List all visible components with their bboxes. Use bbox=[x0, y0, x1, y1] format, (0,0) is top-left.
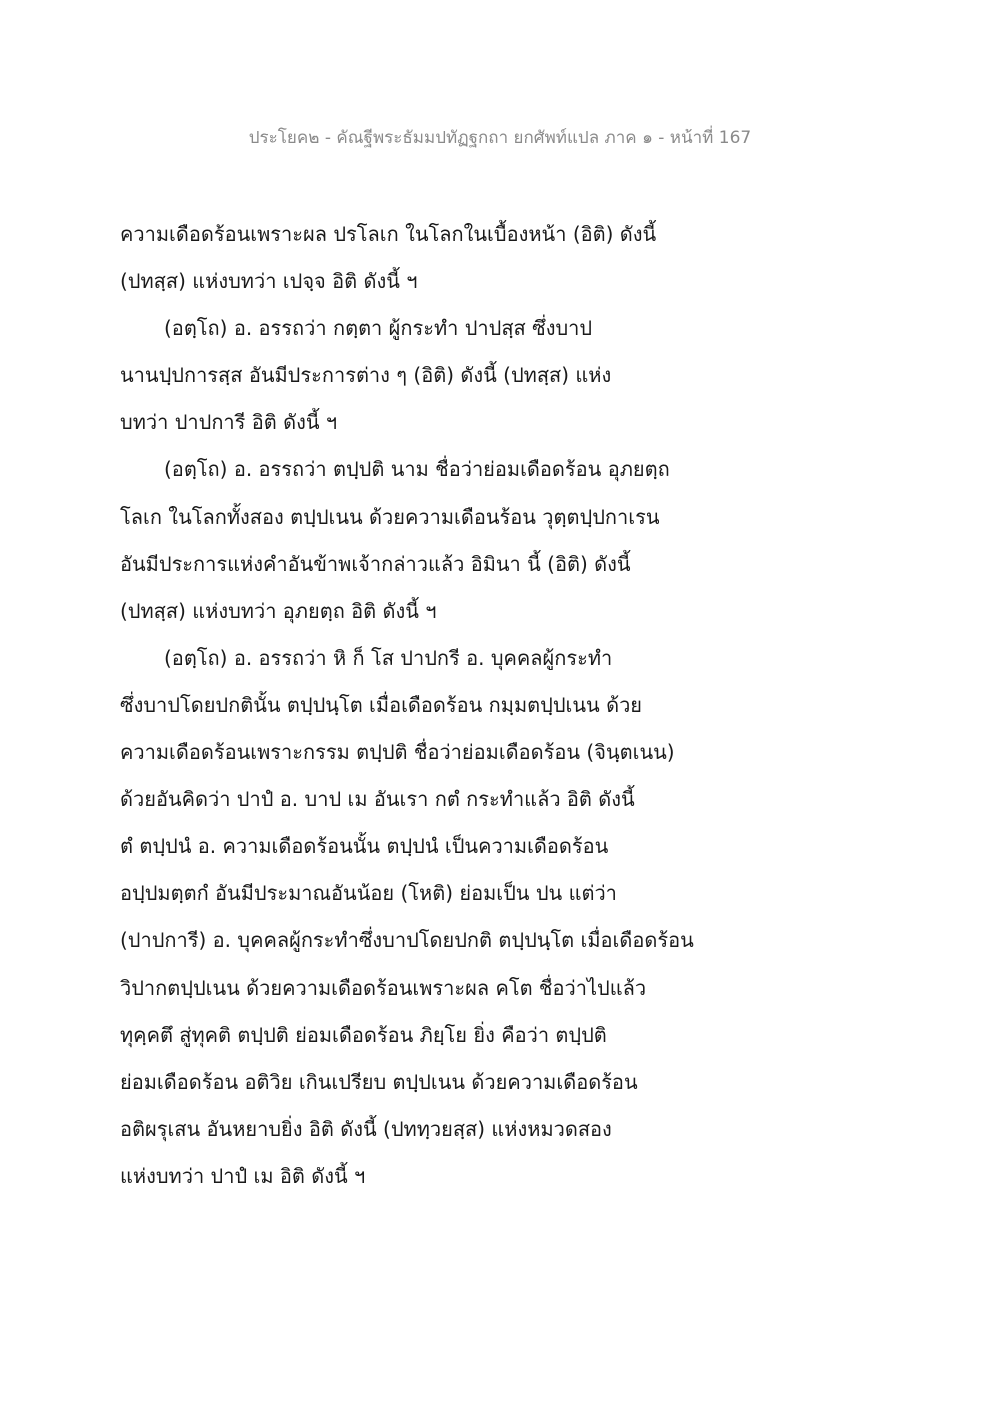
text-line: นานปฺปการสฺส อันมีประการต่าง ๆ (อิติ) ดังนี้ (ปทสฺส) แห่ง bbox=[120, 363, 612, 388]
text-line: ตํ ตปฺปนํ อ. ความเดือดร้อนนั้น ตปฺปนํ เป็นความเดือดร้อน bbox=[120, 834, 609, 859]
paragraph-start-line: (อตฺโถ) อ. อรรถว่า ตปฺปติ นาม ชื่อว่าย่อมเดือดร้อน อุภยตฺถ bbox=[164, 457, 670, 482]
page-header: ประโยค๒ - คัณฐีพระธัมมปทัฏฐกถา ยกศัพท์แปล ภาค ๑ - หน้าที่ 167 bbox=[248, 128, 752, 148]
text-line: วิปากตปฺปเนน ด้วยความเดือดร้อนเพราะผล คโต ชื่อว่าไปแล้ว bbox=[120, 975, 647, 1000]
text-line: บทว่า ปาปการี อิติ ดังนี้ ฯ bbox=[120, 410, 338, 435]
text-line: (ปทสฺส) แห่งบทว่า เปจฺจ อิติ ดังนี้ ฯ bbox=[120, 269, 418, 294]
text-line: ทุคฺคตึ สู่ทุคติ ตปฺปติ ย่อมเดือดร้อน ภิยฺโย ยิ่ง คือว่า ตปฺปติ bbox=[120, 1022, 607, 1047]
text-line: อันมีประการแห่งคำอันข้าพเจ้ากล่าวแล้ว อิมินา นี้ (อิติ) ดังนี้ bbox=[120, 551, 631, 576]
text-line: ด้วยอันคิดว่า ปาปํ อ. บาป เม อันเรา กตํ กระทำแล้ว อิติ ดังนี้ bbox=[120, 787, 635, 812]
text-line: (ปาปการี) อ. บุคคลผู้กระทำซึ่งบาปโดยปกติ ตปฺปนฺโต เมื่อเดือดร้อน bbox=[120, 928, 694, 953]
text-line: อติผรุเสน อันหยาบยิ่ง อิติ ดังนี้ (ปททฺวยสฺส) แห่งหมวดสอง bbox=[120, 1116, 612, 1141]
text-line: (ปทสฺส) แห่งบทว่า อุภยตฺถ อิติ ดังนี้ ฯ bbox=[120, 598, 437, 623]
text-line: ความเดือดร้อนเพราะกรรม ตปฺปติ ชื่อว่าย่อมเดือดร้อน (จินฺตเนน) bbox=[120, 740, 675, 765]
text-line: ย่อมเดือดร้อน อติวิย เกินเปรียบ ตปฺปเนน ด้วยความเดือดร้อน bbox=[120, 1069, 638, 1094]
paragraph-start-line: (อตฺโถ) อ. อรรถว่า หิ ก็ โส ปาปกรี อ. บุคคลผู้กระทำ bbox=[164, 645, 613, 670]
text-line: โลเก ในโลกทั้งสอง ตปฺปเนน ด้วยความเดือนร้อน วุตฺตปฺปกาเรน bbox=[120, 504, 660, 529]
body-text bbox=[120, 211, 720, 1200]
text-line: อปฺปมตฺตกํ อันมีประมาณอันน้อย (โหติ) ย่อมเป็น ปน แต่ว่า bbox=[120, 881, 617, 906]
text-line: ซึ่งบาปโดยปกตินั้น ตปฺปนฺโต เมื่อเดือดร้อน กมฺมตปฺปเนน ด้วย bbox=[120, 692, 643, 717]
paragraph-start-line: (อตฺโถ) อ. อรรถว่า กตฺตา ผู้กระทำ ปาปสฺส ซึ่งบาป bbox=[164, 316, 593, 341]
text-line: ความเดือดร้อนเพราะผล ปรโลเก ในโลกในเบื้องหน้า (อิติ) ดังนี้ bbox=[120, 222, 657, 246]
text-line: แห่งบทว่า ปาปํ เม อิติ ดังนี้ ฯ bbox=[120, 1163, 366, 1188]
